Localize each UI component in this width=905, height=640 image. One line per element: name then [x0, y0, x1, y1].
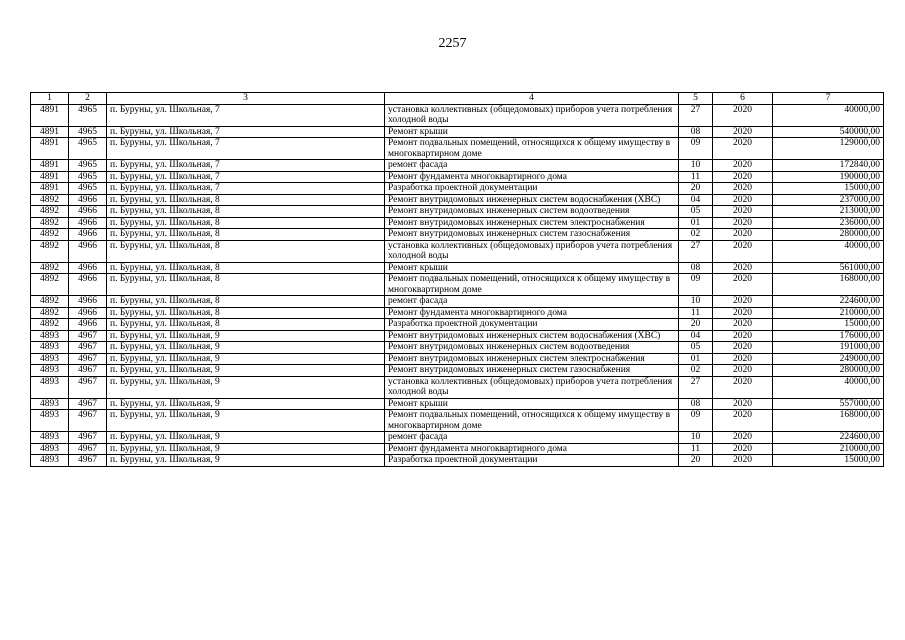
row-number-cell: 4893	[31, 398, 69, 410]
cost-cell: 168000,00	[773, 410, 884, 432]
cost-cell: 40000,00	[773, 104, 884, 126]
table-row	[31, 398, 884, 410]
cost-cell: 210000,00	[773, 307, 884, 319]
year-cell: 2020	[713, 319, 773, 331]
work-type-cell: Ремонт внутридомовых инженерных систем водоснабжения (ХВС)	[385, 330, 679, 342]
address-cell: п. Буруны, ул. Школьная, 7	[107, 126, 385, 138]
work-code-cell: 10	[679, 160, 713, 172]
house-id-cell: 4966	[69, 296, 107, 308]
address-cell: п. Буруны, ул. Школьная, 9	[107, 410, 385, 432]
cost-cell: 213000,00	[773, 206, 884, 218]
address-cell: п. Буруны, ул. Школьная, 8	[107, 274, 385, 296]
house-id-cell: 4966	[69, 206, 107, 218]
house-id-cell: 4965	[69, 104, 107, 126]
year-cell: 2020	[713, 398, 773, 410]
year-cell: 2020	[713, 376, 773, 398]
cost-cell: 190000,00	[773, 171, 884, 183]
work-code-cell: 01	[679, 353, 713, 365]
cost-cell: 249000,00	[773, 353, 884, 365]
address-cell: п. Буруны, ул. Школьная, 8	[107, 217, 385, 229]
column-header: 6	[713, 93, 773, 105]
house-id-cell: 4966	[69, 274, 107, 296]
year-cell: 2020	[713, 138, 773, 160]
table-row	[31, 138, 884, 160]
page-number: 2257	[438, 36, 467, 51]
row-number-cell: 4892	[31, 274, 69, 296]
cost-cell: 40000,00	[773, 240, 884, 262]
work-type-cell: Ремонт фундамента многоквартирного дома	[385, 443, 679, 455]
year-cell: 2020	[713, 410, 773, 432]
house-id-cell: 4967	[69, 398, 107, 410]
work-type-cell: ремонт фасада	[385, 160, 679, 172]
row-number-cell: 4893	[31, 432, 69, 444]
year-cell: 2020	[713, 194, 773, 206]
cost-cell: 15000,00	[773, 319, 884, 331]
row-number-cell: 4891	[31, 104, 69, 126]
cost-cell: 129000,00	[773, 138, 884, 160]
house-id-cell: 4966	[69, 194, 107, 206]
table-row	[31, 262, 884, 274]
house-id-cell: 4966	[69, 307, 107, 319]
table-row	[31, 160, 884, 172]
work-code-cell: 27	[679, 376, 713, 398]
work-type-cell: Ремонт подвальных помещений, относящихся к общему имуществу в многоквартирном доме	[385, 274, 679, 296]
address-cell: п. Буруны, ул. Школьная, 7	[107, 183, 385, 195]
row-number-cell: 4891	[31, 183, 69, 195]
column-header: 4	[385, 93, 679, 105]
house-id-cell: 4965	[69, 171, 107, 183]
address-cell: п. Буруны, ул. Школьная, 9	[107, 365, 385, 377]
table-row	[31, 217, 884, 229]
work-code-cell: 05	[679, 206, 713, 218]
year-cell: 2020	[713, 365, 773, 377]
work-type-cell: Разработка проектной документации	[385, 183, 679, 195]
table-row	[31, 183, 884, 195]
cost-cell: 236000,00	[773, 217, 884, 229]
house-id-cell: 4967	[69, 330, 107, 342]
house-id-cell: 4965	[69, 138, 107, 160]
row-number-cell: 4892	[31, 319, 69, 331]
table-row	[31, 410, 884, 432]
row-number-cell: 4892	[31, 296, 69, 308]
column-header: 2	[69, 93, 107, 105]
work-code-cell: 08	[679, 126, 713, 138]
table-row	[31, 443, 884, 455]
address-cell: п. Буруны, ул. Школьная, 8	[107, 307, 385, 319]
work-code-cell: 20	[679, 319, 713, 331]
work-type-cell: Ремонт внутридомовых инженерных систем водоотведения	[385, 206, 679, 218]
table-row	[31, 104, 884, 126]
year-cell: 2020	[713, 342, 773, 354]
house-id-cell: 4966	[69, 240, 107, 262]
cost-cell: 280000,00	[773, 229, 884, 241]
address-cell: п. Буруны, ул. Школьная, 9	[107, 432, 385, 444]
work-code-cell: 02	[679, 229, 713, 241]
work-code-cell: 04	[679, 330, 713, 342]
work-code-cell: 05	[679, 342, 713, 354]
row-number-cell: 4892	[31, 229, 69, 241]
table-row	[31, 330, 884, 342]
table-row	[31, 194, 884, 206]
row-number-cell: 4893	[31, 443, 69, 455]
address-cell: п. Буруны, ул. Школьная, 8	[107, 229, 385, 241]
row-number-cell: 4891	[31, 160, 69, 172]
year-cell: 2020	[713, 432, 773, 444]
row-number-cell: 4893	[31, 455, 69, 467]
row-number-cell: 4892	[31, 194, 69, 206]
row-number-cell: 4893	[31, 353, 69, 365]
year-cell: 2020	[713, 443, 773, 455]
cost-cell: 237000,00	[773, 194, 884, 206]
work-type-cell: Ремонт крыши	[385, 126, 679, 138]
work-code-cell: 10	[679, 296, 713, 308]
work-code-cell: 09	[679, 274, 713, 296]
year-cell: 2020	[713, 353, 773, 365]
table-row	[31, 432, 884, 444]
column-header: 7	[773, 93, 884, 105]
work-type-cell: ремонт фасада	[385, 432, 679, 444]
house-id-cell: 4966	[69, 229, 107, 241]
cost-cell: 15000,00	[773, 455, 884, 467]
row-number-cell: 4891	[31, 171, 69, 183]
cost-cell: 172840,00	[773, 160, 884, 172]
work-code-cell: 20	[679, 183, 713, 195]
table-row	[31, 342, 884, 354]
house-id-cell: 4966	[69, 319, 107, 331]
house-id-cell: 4967	[69, 353, 107, 365]
work-code-cell: 08	[679, 262, 713, 274]
column-header: 5	[679, 93, 713, 105]
year-cell: 2020	[713, 160, 773, 172]
year-cell: 2020	[713, 206, 773, 218]
register-table	[30, 92, 884, 467]
work-type-cell: установка коллективных (общедомовых) приборов учета потребления холодной воды	[385, 376, 679, 398]
year-cell: 2020	[713, 229, 773, 241]
address-cell: п. Буруны, ул. Школьная, 8	[107, 262, 385, 274]
house-id-cell: 4967	[69, 342, 107, 354]
work-code-cell: 27	[679, 240, 713, 262]
work-type-cell: Ремонт крыши	[385, 262, 679, 274]
work-code-cell: 08	[679, 398, 713, 410]
work-code-cell: 01	[679, 217, 713, 229]
house-id-cell: 4967	[69, 376, 107, 398]
column-header: 3	[107, 93, 385, 105]
address-cell: п. Буруны, ул. Школьная, 9	[107, 455, 385, 467]
table-row	[31, 296, 884, 308]
row-number-cell: 4893	[31, 410, 69, 432]
address-cell: п. Буруны, ул. Школьная, 8	[107, 296, 385, 308]
house-id-cell: 4965	[69, 183, 107, 195]
work-type-cell: Разработка проектной документации	[385, 455, 679, 467]
row-number-cell: 4893	[31, 376, 69, 398]
table-row	[31, 353, 884, 365]
work-type-cell: Ремонт внутридомовых инженерных систем газоснабжения	[385, 229, 679, 241]
year-cell: 2020	[713, 262, 773, 274]
address-cell: п. Буруны, ул. Школьная, 7	[107, 160, 385, 172]
house-id-cell: 4966	[69, 217, 107, 229]
row-number-cell: 4892	[31, 262, 69, 274]
address-cell: п. Буруны, ул. Школьная, 7	[107, 171, 385, 183]
year-cell: 2020	[713, 455, 773, 467]
year-cell: 2020	[713, 307, 773, 319]
row-number-cell: 4892	[31, 217, 69, 229]
cost-cell: 15000,00	[773, 183, 884, 195]
work-code-cell: 09	[679, 138, 713, 160]
row-number-cell: 4891	[31, 138, 69, 160]
work-type-cell: Ремонт фундамента многоквартирного дома	[385, 307, 679, 319]
address-cell: п. Буруны, ул. Школьная, 9	[107, 443, 385, 455]
address-cell: п. Буруны, ул. Школьная, 8	[107, 319, 385, 331]
house-id-cell: 4967	[69, 455, 107, 467]
work-type-cell: установка коллективных (общедомовых) приборов учета потребления холодной воды	[385, 104, 679, 126]
year-cell: 2020	[713, 217, 773, 229]
cost-cell: 210000,00	[773, 443, 884, 455]
header-row	[31, 93, 884, 105]
house-id-cell: 4966	[69, 262, 107, 274]
work-code-cell: 27	[679, 104, 713, 126]
cost-cell: 168000,00	[773, 274, 884, 296]
table-row	[31, 229, 884, 241]
year-cell: 2020	[713, 274, 773, 296]
cost-cell: 557000,00	[773, 398, 884, 410]
row-number-cell: 4893	[31, 365, 69, 377]
address-cell: п. Буруны, ул. Школьная, 9	[107, 342, 385, 354]
work-type-cell: Ремонт внутридомовых инженерных систем электроснабжения	[385, 353, 679, 365]
cost-cell: 540000,00	[773, 126, 884, 138]
work-type-cell: Разработка проектной документации	[385, 319, 679, 331]
row-number-cell: 4892	[31, 307, 69, 319]
address-cell: п. Буруны, ул. Школьная, 8	[107, 194, 385, 206]
address-cell: п. Буруны, ул. Школьная, 9	[107, 330, 385, 342]
row-number-cell: 4893	[31, 342, 69, 354]
work-code-cell: 10	[679, 432, 713, 444]
table-row	[31, 319, 884, 331]
cost-cell: 224600,00	[773, 432, 884, 444]
address-cell: п. Буруны, ул. Школьная, 8	[107, 240, 385, 262]
address-cell: п. Буруны, ул. Школьная, 7	[107, 104, 385, 126]
address-cell: п. Буруны, ул. Школьная, 9	[107, 376, 385, 398]
column-header: 1	[31, 93, 69, 105]
table-body	[31, 104, 884, 466]
work-code-cell: 04	[679, 194, 713, 206]
table-row	[31, 376, 884, 398]
table-row	[31, 365, 884, 377]
work-type-cell: ремонт фасада	[385, 296, 679, 308]
work-type-cell: Ремонт фундамента многоквартирного дома	[385, 171, 679, 183]
row-number-cell: 4891	[31, 126, 69, 138]
cost-cell: 40000,00	[773, 376, 884, 398]
cost-cell: 191000,00	[773, 342, 884, 354]
address-cell: п. Буруны, ул. Школьная, 9	[107, 353, 385, 365]
table-row	[31, 171, 884, 183]
year-cell: 2020	[713, 240, 773, 262]
house-id-cell: 4967	[69, 432, 107, 444]
cost-cell: 561000,00	[773, 262, 884, 274]
cost-cell: 176000,00	[773, 330, 884, 342]
work-code-cell: 02	[679, 365, 713, 377]
work-type-cell: Ремонт внутридомовых инженерных систем водоотведения	[385, 342, 679, 354]
year-cell: 2020	[713, 183, 773, 195]
work-type-cell: Ремонт крыши	[385, 398, 679, 410]
year-cell: 2020	[713, 104, 773, 126]
work-code-cell: 11	[679, 171, 713, 183]
address-cell: п. Буруны, ул. Школьная, 7	[107, 138, 385, 160]
table-row	[31, 240, 884, 262]
work-code-cell: 09	[679, 410, 713, 432]
cost-cell: 224600,00	[773, 296, 884, 308]
row-number-cell: 4892	[31, 206, 69, 218]
house-id-cell: 4965	[69, 126, 107, 138]
table-row	[31, 307, 884, 319]
table-row	[31, 126, 884, 138]
table-row	[31, 455, 884, 467]
year-cell: 2020	[713, 171, 773, 183]
year-cell: 2020	[713, 330, 773, 342]
table-row	[31, 274, 884, 296]
work-type-cell: Ремонт подвальных помещений, относящихся к общему имуществу в многоквартирном доме	[385, 410, 679, 432]
cost-cell: 280000,00	[773, 365, 884, 377]
house-id-cell: 4965	[69, 160, 107, 172]
house-id-cell: 4967	[69, 365, 107, 377]
work-code-cell: 11	[679, 443, 713, 455]
year-cell: 2020	[713, 126, 773, 138]
work-type-cell: Ремонт внутридомовых инженерных систем электроснабжения	[385, 217, 679, 229]
row-number-cell: 4892	[31, 240, 69, 262]
work-code-cell: 11	[679, 307, 713, 319]
table-row	[31, 206, 884, 218]
address-cell: п. Буруны, ул. Школьная, 8	[107, 206, 385, 218]
work-type-cell: Ремонт внутридомовых инженерных систем водоснабжения (ХВС)	[385, 194, 679, 206]
work-type-cell: Ремонт подвальных помещений, относящихся к общему имуществу в многоквартирном доме	[385, 138, 679, 160]
house-id-cell: 4967	[69, 443, 107, 455]
year-cell: 2020	[713, 296, 773, 308]
address-cell: п. Буруны, ул. Школьная, 9	[107, 398, 385, 410]
work-type-cell: Ремонт внутридомовых инженерных систем газоснабжения	[385, 365, 679, 377]
row-number-cell: 4893	[31, 330, 69, 342]
work-code-cell: 20	[679, 455, 713, 467]
work-type-cell: установка коллективных (общедомовых) приборов учета потребления холодной воды	[385, 240, 679, 262]
house-id-cell: 4967	[69, 410, 107, 432]
table-header	[31, 93, 884, 105]
